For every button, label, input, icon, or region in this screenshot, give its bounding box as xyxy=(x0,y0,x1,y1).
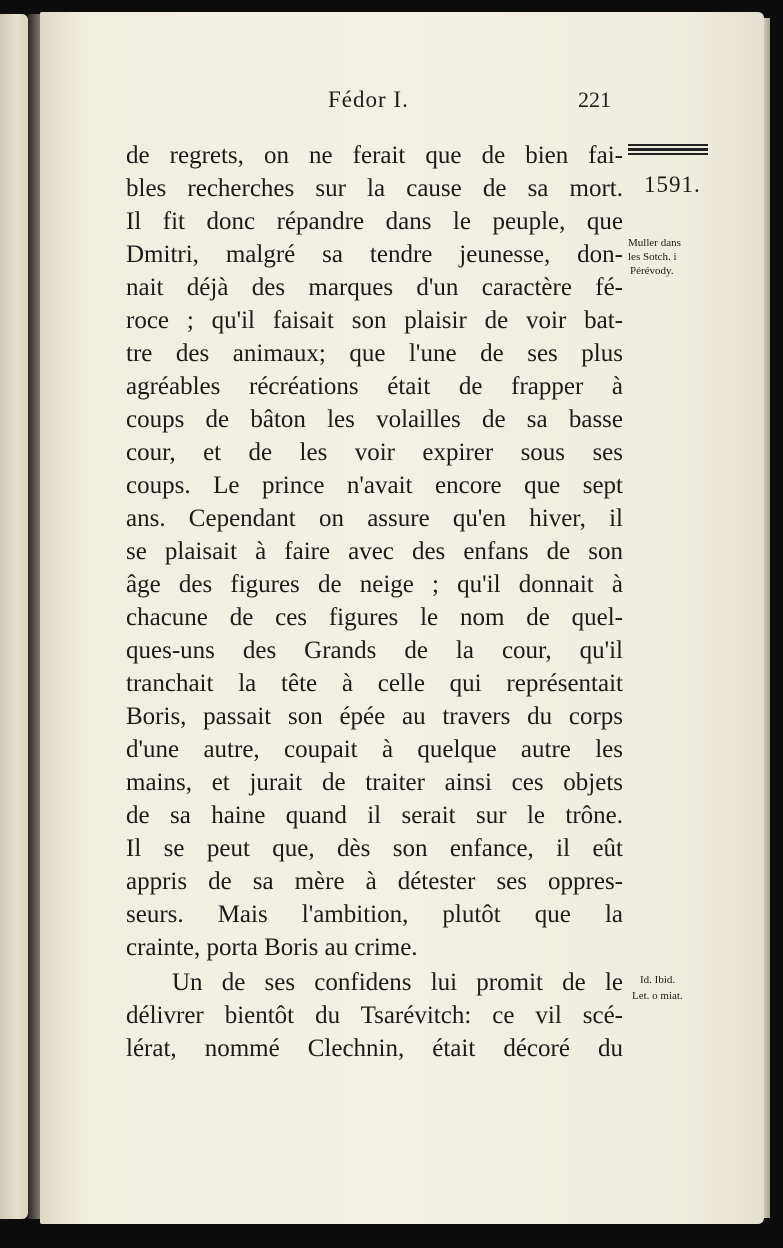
text-line: Il fit donc répandre dans le peuple, que xyxy=(126,208,623,235)
margin-note-ibid-1: Id. Ibid. xyxy=(640,974,676,986)
text-line: agréables récréations était de frapper à xyxy=(126,373,623,400)
text-line: mains, et jurait de traiter ainsi ces objets xyxy=(126,769,623,796)
text-line: coups de bâton les volailles de sa basse xyxy=(126,406,623,433)
margin-note-muller-2: les Sotch. i xyxy=(628,251,677,263)
text-line: Un de ses confidens lui promit de le xyxy=(172,969,623,996)
page-number: 221 xyxy=(578,87,611,112)
text-line: roce ; qu'il faisait son plaisir de voir bat- xyxy=(126,307,623,334)
text-line: bles recherches sur la cause de sa mort. xyxy=(126,175,623,202)
text-line: délivrer bientôt du Tsarévitch: ce vil scé- xyxy=(126,1002,623,1029)
text-line: crainte, porta Boris au crime. xyxy=(126,934,418,961)
margin-note-muller-3: Pérévody. xyxy=(630,265,674,277)
text-line: âge des figures de neige ; qu'il donnait à xyxy=(126,571,623,598)
text-line: nait déjà des marques d'un caractère fé- xyxy=(126,274,623,301)
text-line: ans. Cependant on assure qu'en hiver, il xyxy=(126,505,623,532)
text-line: Dmitri, malgré sa tendre jeunesse, don- xyxy=(126,241,623,268)
text-line: se plaisait à faire avec des enfans de son xyxy=(126,538,623,565)
facing-page-edge xyxy=(0,14,28,1219)
text-line: de regrets, on ne ferait que de bien fai- xyxy=(126,142,623,169)
text-line: chacune de ces figures le nom de quel- xyxy=(126,604,623,631)
text-line: de sa haine quand il serait sur le trône. xyxy=(126,802,623,829)
text-line: cour, et de les voir expirer sous ses xyxy=(126,439,623,466)
running-title: Fédor I. xyxy=(328,87,409,112)
margin-note-ibid-2: Let. o miat. xyxy=(632,990,683,1002)
text-line: lérat, nommé Clechnin, était décoré du xyxy=(126,1035,623,1062)
text-line: ques-uns des Grands de la cour, qu'il xyxy=(126,637,623,664)
text-line: seurs. Mais l'ambition, plutôt que la xyxy=(126,901,623,928)
margin-note-muller-1: Muller dans xyxy=(628,237,681,249)
text-line: coups. Le prince n'avait encore que sept xyxy=(126,472,623,499)
text-line: Boris, passait son épée au travers du corps xyxy=(126,703,623,730)
year-rule xyxy=(628,144,708,155)
text-line: tre des animaux; que l'une de ses plus xyxy=(126,340,623,367)
text-line: tranchait la tête à celle qui représentait xyxy=(126,670,623,697)
page-fore-edge xyxy=(764,18,770,1218)
text-line: Il se peut que, dès son enfance, il eût xyxy=(126,835,623,862)
margin-year: 1591. xyxy=(644,172,701,197)
text-line: appris de sa mère à détester ses oppres- xyxy=(126,868,623,895)
text-line: d'une autre, coupait à quelque autre les xyxy=(126,736,623,763)
